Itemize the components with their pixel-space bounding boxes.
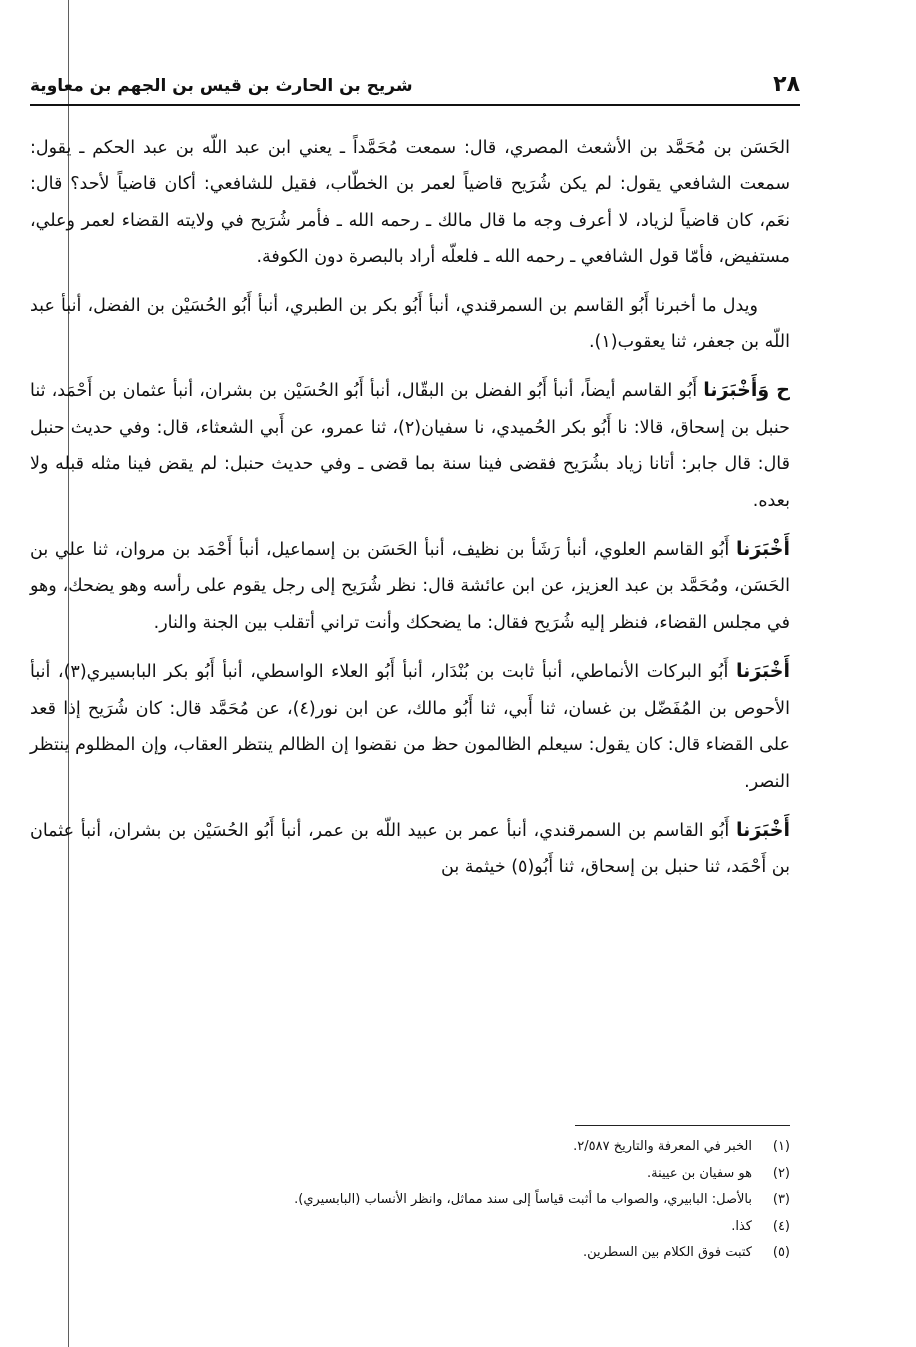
paragraph-text: أَبُو القاسم العلوي، أنبأ رَشَأ بن نظيف، أنبأ الحَسَن بن إسماعيل، أنبأ أَحْمَد بن مروان، ثنا علي بن الحَسَن، ومُحَمَّد بن عبد العزيز، عن ابن عائشة قال: نظر شُرَيح إلى رجل يقوم على رأسه وهو يضحك، وهو في مجلس القضاء، فنظر إليه شُرَيح فقال: ما يضحكك وأنت تراني أتقلب بين الجنة والنار. xyxy=(30,540,790,633)
footnote-item xyxy=(120,1187,790,1214)
paragraph-text: أَبُو القاسم أيضاً، أنبأ أَبُو الفضل بن البقّال، أنبأ أَبُو الحُسَيْن بن بشران، أنبأ عثمان بن أَحْمَد، ثنا حنبل بن إسحاق، قالا: نا أَبُو بكر الحُميدي، نا سفيان(٢)، ثنا عمرو، عن أَبي الشعثاء، قال: وفي حديث حنبل قال: قال جابر: أتانا زياد بشُرَيح فقضى فينا سنة بما قضى ـ وفي حديث حنبل: لم يقض فينا مثله قبله ولا بعده. xyxy=(30,381,790,511)
footnote-number: (٣) xyxy=(772,1192,790,1207)
paragraph-lead: ح وَأَخْبَرَنا xyxy=(703,379,790,402)
paragraph xyxy=(30,531,790,641)
footnote-item xyxy=(120,1240,790,1267)
footnotes xyxy=(120,1134,790,1267)
page-number: ٢٨ xyxy=(773,72,800,97)
footnote-number: (١) xyxy=(772,1139,790,1154)
footnote-number: (٢) xyxy=(772,1165,790,1181)
footnote-text: بالأصل: البابيري، والصواب ما أثبت قياساً إلى سند مماثل، وانظر الأنساب (البابسيري). xyxy=(294,1192,752,1207)
footnote-number: (٤) xyxy=(772,1218,790,1234)
page-header xyxy=(30,70,800,106)
paragraph-text: أَبُو القاسم بن السمرقندي، أنبأ عمر بن عبيد اللّه بن عمر، أنبأ أَبُو الحُسَيْن بن بشران، أنبأ عثمان بن أَحْمَد، ثنا حنبل بن إسحاق، ثنا أَبُو(٥) خيثمة بن xyxy=(30,820,790,878)
running-title: شريح بن الحارث بن قيس بن الجهم بن معاوية xyxy=(30,76,413,96)
paragraph-lead: أَخْبَرَنا xyxy=(735,660,790,683)
footnote-text: كذا. xyxy=(731,1218,752,1234)
footnote-text: هو سفيان بن عيينة. xyxy=(646,1165,752,1181)
paragraph xyxy=(30,812,790,886)
footnote-number: (٥) xyxy=(772,1245,790,1260)
paragraph-text: ويدل ما أخبرنا أَبُو القاسم بن السمرقندي، أنبأ أَبُو بكر بن الطبري، أنبأ أَبُو الحُسَيْن بن الفضل، أنبأ عبد اللّه بن جعفر، ثنا يعقوب(١). xyxy=(30,295,790,353)
paragraph-text: الحَسَن بن مُحَمَّد بن الأشعث المصري، قال: سمعت مُحَمَّداً ـ يعني ابن عبد اللّه بن عبد الحكم ـ يقول: سمعت الشافعي يقول: لم يكن شُرَيح قاضياً لعمر بن الخطّاب، فقيل للشافعي: أكان قاضياً لأحد؟ قال: نعَم، كان قاضياً لزياد، لا أعرف وجه ما قال مالك ـ رحمه الله ـ فأمر شُرَيح في ولايته القضاء لعمر وعلي، مستفيض، فأمّا قول الشافعي ـ رحمه الله ـ فلعلّه أراد بالبصرة دون الكوفة. xyxy=(30,138,790,268)
paragraph xyxy=(30,653,790,800)
footnote-item xyxy=(120,1134,790,1161)
paragraph-lead: أَخْبَرَنا xyxy=(735,538,790,561)
paragraph xyxy=(30,130,790,276)
main-text xyxy=(30,130,790,898)
footnote-item xyxy=(120,1161,790,1188)
footnote-item xyxy=(120,1214,790,1241)
header-rule xyxy=(30,104,800,106)
paragraph-lead: أَخْبَرَنا xyxy=(735,818,790,841)
paragraph xyxy=(30,288,790,361)
footnote-rule xyxy=(575,1125,790,1126)
paragraph xyxy=(30,372,790,519)
footnote-text: كتبت فوق الكلام بين السطرين. xyxy=(583,1245,752,1260)
footnote-text: الخبر في المعرفة والتاريخ ٢/٥٨٧. xyxy=(573,1139,752,1154)
paragraph-text: أَبُو البركات الأنماطي، أنبأ ثابت بن بُنْدَار، أنبأ أَبُو العلاء الواسطي، أنبأ أَبُو بكر البابسيري(٣)، أنبأ الأحوص بن المُفَضّل بن غسان، ثنا أَبي، ثنا أَبُو مالك، عن ابن نور(٤)، عن مُحَمَّد قال: كان شُرَيح إذا قعد على القضاء قال: كان يقول: سيعلم الظالمون حظ من نقضوا إن الظالم ينتظر العقاب، وإن المظلوم ينتظر النصر. xyxy=(30,662,790,792)
